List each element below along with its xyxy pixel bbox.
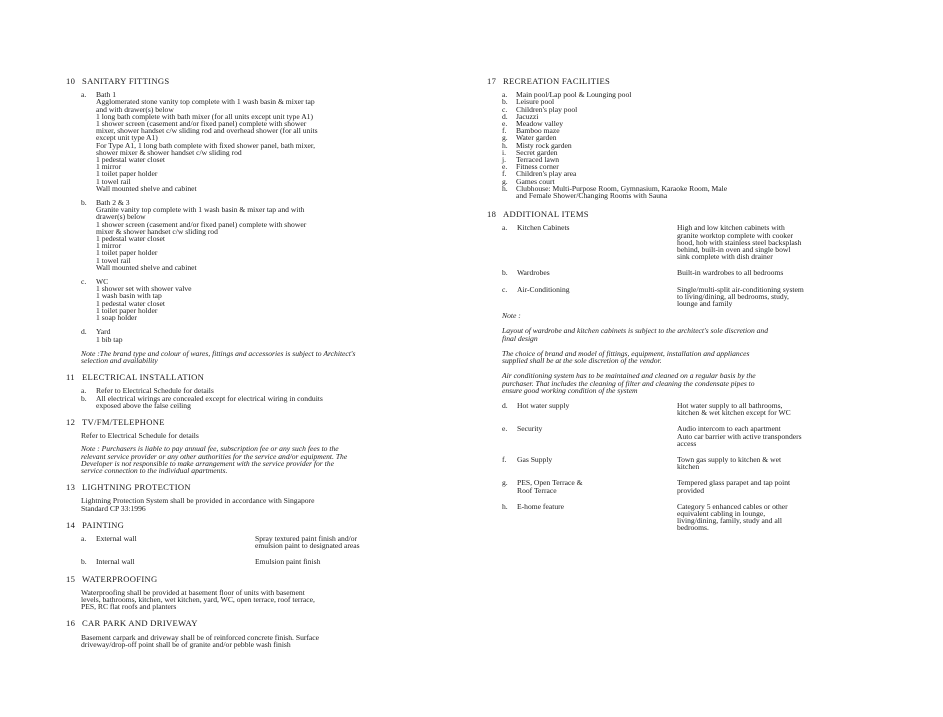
text-line: behind, built-in oven and single bowl bbox=[677, 245, 791, 255]
text-line: Air conditioning system has to be maintained and cleaned on a regular basis by the bbox=[502, 371, 756, 381]
text-line: provided bbox=[677, 485, 704, 495]
list-item-continued: and Female Shower/Changing Rooms with Sauna bbox=[516, 191, 668, 201]
text-line: For Type A1, 1 long bath complete with fixed shower panel, bath mixer, bbox=[96, 140, 315, 150]
text-line: Auto car barrier with active transponders bbox=[677, 431, 802, 441]
section-sanitary-fittings bbox=[66, 78, 466, 364]
text-line: High and low kitchen cabinets with bbox=[677, 223, 785, 233]
additional-row: a. Kitchen Cabinets High and low kitchen cabinets with granite worktop complete with cooker hood, hob with stainless steel backsplash behind, built-in oven and single bowl sink complete with dish drainer bbox=[502, 224, 867, 260]
additional-row: b. Wardrobes Built-in wardrobes to all bedrooms bbox=[502, 269, 867, 276]
right-column bbox=[487, 78, 867, 542]
section-title: 11 ELECTRICAL INSTALLATION bbox=[66, 372, 205, 383]
text-line: Note : Purchasers is liable to pay annual fee, subscription fee or any such fees to the bbox=[81, 444, 339, 454]
section-electrical bbox=[66, 374, 466, 409]
text-line: lounge and family bbox=[677, 299, 733, 309]
additional-row: e. Security Audio intercom to each apartment Auto car barrier with active transponders access bbox=[502, 425, 867, 447]
lightning-text bbox=[66, 497, 466, 511]
text-line: Developer is not responsible to make arrangement with the service provider for the bbox=[81, 458, 334, 468]
bath-2-3-lines bbox=[81, 206, 466, 271]
bath-1-lines bbox=[81, 98, 466, 192]
text-line: Standard CP 33:1996 bbox=[81, 503, 146, 513]
text-line: Single/multi-split air-conditioning system bbox=[677, 284, 804, 294]
additional-row: c. Air-Conditioning Single/multi-split air-conditioning system to living/dining, all bedrooms, study, lounge and family bbox=[502, 286, 867, 308]
section-title: 10 SANITARY FITTINGS bbox=[66, 76, 170, 86]
text-line: 1 towel rail bbox=[96, 255, 131, 265]
text-line: 1 toilet paper holder bbox=[96, 169, 158, 179]
text-line: living/dining, family, study and all bbox=[677, 516, 782, 526]
text-line: supplied shall be at the sole discretion of the vendor. bbox=[502, 356, 662, 366]
list-item: g. Water garden bbox=[502, 133, 557, 143]
section-recreation-facilities bbox=[487, 78, 867, 199]
text-line: Note :The brand type and colour of wares, fittings and accessories is subject to Architect's bbox=[81, 348, 356, 358]
text-line: The choice of brand and model of fittings, equipment, installation and appliances bbox=[502, 348, 750, 358]
section-title: 16 CAR PARK AND DRIVEWAY bbox=[66, 618, 198, 629]
text-line: 1 wash basin with tap bbox=[96, 291, 162, 301]
list-item: f. Bamboo maze bbox=[502, 126, 560, 136]
note-paragraph bbox=[502, 372, 867, 394]
text-line: Lightning Protection System shall be provided in accordance with Singapore bbox=[81, 496, 315, 506]
text-line: 1 pedestal water closet bbox=[96, 298, 165, 308]
text-line: 1 toilet paper holder bbox=[96, 248, 158, 258]
text-line: 1 shower set with shower valve bbox=[96, 284, 192, 294]
section-title: 12 TV/FM/TELEPHONE bbox=[66, 416, 165, 427]
text-line: granite worktop complete with cooker bbox=[677, 230, 793, 240]
list-item: b. Leisure pool bbox=[502, 97, 555, 107]
text-line: 1 mirror bbox=[96, 241, 122, 251]
section-title: 14 PAINTING bbox=[66, 519, 125, 530]
text-line: 1 towel rail bbox=[96, 176, 131, 186]
list-item: h. Clubhouse: Multi-Purpose Room, Gymnasium, Karaoke Room, Male bbox=[502, 183, 728, 193]
text-line: Granite vanity top complete with 1 wash basin & mixer tap and with bbox=[96, 205, 305, 215]
list-item: e. Fitness corner bbox=[502, 162, 559, 172]
note-paragraph bbox=[502, 350, 867, 364]
text-line: levels, bathrooms, kitchen, wet kitchen, yard, WC, open terrace, roof terrace, bbox=[81, 594, 315, 604]
bath-2-3: b. Bath 2 & 3 Granite vanity top complete with 1 wash basin & mixer tap and with drawer(s) below 1 shower screen (casement and/or fixed panel) complete with shower mixer & shower handset c/w sliding rod 1 pedestal water closet 1 mirror 1 toilet paper holder 1 towel rail Wall mounted shelve and cabinet bbox=[81, 199, 466, 271]
text-line: to living/dining, all bedrooms, study, bbox=[677, 291, 789, 301]
text-line: Refer to Electrical Schedule for details bbox=[96, 386, 214, 396]
text-line: ensure good working condition of the system bbox=[502, 385, 638, 395]
text-line: access bbox=[677, 438, 697, 448]
text-line: and with drawer(s) below bbox=[96, 104, 174, 114]
text-line: 1 toilet paper holder bbox=[96, 305, 158, 315]
text-line: Category 5 enhanced cables or other bbox=[677, 501, 788, 511]
painting-row: b. Internal wall Emulsion paint finish bbox=[81, 558, 466, 565]
text-line: 1 pedestal water closet bbox=[96, 234, 165, 244]
text-line: 1 shower screen (casement and/or fixed panel) complete with shower bbox=[96, 219, 307, 229]
section-tv-fm-telephone bbox=[66, 416, 466, 475]
text-line: drawer(s) below bbox=[96, 212, 146, 222]
additional-row: d. Hot water supply Hot water supply to all bathrooms, kitchen & wet kitchen except for WC bbox=[502, 402, 867, 416]
additional-row: g. PES, Open Terrace & Roof Terrace Tempered glass parapet and tap point provided bbox=[502, 479, 867, 493]
list-item: e. Meadow valley bbox=[502, 119, 564, 129]
list-item: c. Children's play pool bbox=[502, 104, 578, 114]
left-column bbox=[66, 78, 466, 658]
painting-row: a. External wall Spray textured paint finish and/or emulsion paint to designated areas bbox=[81, 535, 466, 549]
list-item: g. Games court bbox=[502, 176, 555, 186]
text-line: Town gas supply to kitchen & wet bbox=[677, 454, 782, 464]
section-title: 13 LIGHTNING PROTECTION bbox=[66, 482, 191, 493]
text-line: emulsion paint to designated areas bbox=[255, 541, 360, 551]
text-line: Emulsion paint finish bbox=[255, 557, 321, 567]
note-label: Note : bbox=[502, 311, 521, 321]
tv-text: Refer to Electrical Schedule for details bbox=[81, 431, 199, 441]
list-item: d. Jacuzzi bbox=[502, 111, 539, 121]
additional-row: h. E-home feature Category 5 enhanced cables or other equivalent cabling in lounge, living/dining, family, study and all bedrooms. bbox=[502, 503, 867, 532]
list-item: h. Misty rock garden bbox=[502, 140, 572, 150]
text-line: selection and availability bbox=[81, 355, 158, 365]
text-line: All electrical wirings are concealed except for electrical wiring in conduits bbox=[96, 393, 323, 403]
list-item: j. Terraced lawn bbox=[502, 155, 560, 165]
additional-row: f. Gas Supply Town gas supply to kitchen & wet kitchen bbox=[502, 456, 867, 470]
text-line: PES, RC flat roofs and planters bbox=[81, 602, 177, 612]
text-line: Spray textured paint finish and/or bbox=[255, 533, 358, 543]
yard-lines bbox=[81, 336, 466, 343]
text-line: shower mixer & shower handset c/w sliding rod bbox=[96, 147, 242, 157]
text-line: Wall mounted shelve and cabinet bbox=[96, 183, 197, 193]
text-line: kitchen bbox=[677, 462, 700, 472]
note-paragraph bbox=[502, 327, 867, 341]
text-line: 1 shower screen (casement and/or fixed panel) complete with shower bbox=[96, 119, 307, 129]
section-title: 18 ADDITIONAL ITEMS bbox=[487, 209, 589, 220]
section-car-park bbox=[66, 620, 466, 648]
text-line: Layout of wardrobe and kitchen cabinets is subject to the architect's sole discretion and bbox=[502, 326, 769, 336]
text-line: final design bbox=[502, 333, 538, 343]
sanitary-note bbox=[81, 350, 466, 364]
text-line: 1 bib tap bbox=[96, 334, 123, 344]
text-line: 1 pedestal water closet bbox=[96, 155, 165, 165]
text-line: sink complete with dish drainer bbox=[677, 252, 773, 262]
section-title: 15 WATERPROOFING bbox=[66, 573, 158, 584]
wc-lines bbox=[81, 285, 466, 321]
text-line: hood, hob with stainless steel backsplash bbox=[677, 237, 802, 247]
list-item: i. Secret garden bbox=[502, 147, 558, 157]
list-item: b. All electrical wirings are concealed except for electrical wiring in conduits exposed above the false ceiling bbox=[81, 395, 466, 409]
text-line: except unit type A1) bbox=[96, 133, 158, 143]
text-line: Hot water supply to all bathrooms, bbox=[677, 400, 783, 410]
text-line: service connection to the individual apartments. bbox=[81, 465, 228, 475]
text-line: driveway/drop-off point shall be of granite and/or pebble wash finish bbox=[81, 639, 291, 649]
text-line: Audio intercom to each apartment bbox=[677, 424, 781, 434]
text-line: exposed above the false ceiling bbox=[96, 400, 191, 410]
text-line: equivalent cabling in lounge, bbox=[677, 508, 766, 518]
waterproofing-text bbox=[66, 589, 466, 611]
text-line: Wall mounted shelve and cabinet bbox=[96, 262, 197, 272]
text-line: 1 soap holder bbox=[96, 313, 137, 323]
section-lightning-protection bbox=[66, 484, 466, 512]
text-line: Waterproofing shall be provided at basement floor of units with basement bbox=[81, 587, 305, 597]
section-additional-items bbox=[487, 211, 867, 531]
section-painting bbox=[66, 519, 466, 567]
list-item: f. Children's play area bbox=[502, 169, 577, 179]
text-line: mixer, shower handset c/w sliding rod and overhead shower (for all units bbox=[96, 126, 318, 136]
text-line: Tempered glass parapet and tap point bbox=[677, 478, 791, 488]
text-line: Basement carpark and driveway shall be of reinforced concrete finish. Surface bbox=[81, 632, 320, 642]
text-line: mixer & shower handset c/w sliding rod bbox=[96, 226, 218, 236]
wc: c. WC 1 shower set with shower valve 1 wash basin with tap 1 pedestal water closet 1 toilet paper holder 1 soap holder bbox=[81, 278, 466, 321]
yard: d. Yard 1 bib tap bbox=[81, 328, 466, 342]
tv-note bbox=[81, 445, 466, 474]
list-item: a. Refer to Electrical Schedule for details bbox=[81, 387, 466, 394]
text-line: 1 long bath complete with bath mixer (for all units except unit type A1) bbox=[96, 111, 314, 121]
section-waterproofing bbox=[66, 573, 466, 612]
text-line: relevant service provider or any other authorities for the service and/or equipment. The bbox=[81, 451, 348, 461]
section-title: 17 RECREATION FACILITIES bbox=[487, 76, 611, 86]
text-line: kitchen & wet kitchen except for WC bbox=[677, 408, 791, 418]
facilities-list bbox=[487, 91, 867, 199]
text-line: 1 mirror bbox=[96, 162, 122, 172]
car-park-text bbox=[66, 634, 466, 648]
bath-1: a. Bath 1 Agglomerated stone vanity top complete with 1 wash basin & mixer tap and with drawer(s) below 1 long bath complete with bath mixer (for all units except unit type A1) 1 shower screen (casement and/or fixed panel) complete with shower mixer, shower handset c/w sliding rod and overhead shower (for all units except unit type A1) For Type A1, 1 long bath complete with fixed shower panel, bath mixer, shower mixer & shower handset c/w sliding rod 1 pedestal water closet 1 mirror 1 toilet paper holder 1 towel rail Wall mounted shelve and cabinet bbox=[81, 91, 466, 192]
text-line: bedrooms. bbox=[677, 523, 709, 533]
text-line: purchaser. That includes the cleaning of filter and cleaning the condensate pipes to bbox=[502, 378, 755, 388]
list-item: a. Main pool/Lap pool & Lounging pool bbox=[502, 90, 632, 100]
text-line: Agglomerated stone vanity top complete with 1 wash basin & mixer tap bbox=[96, 97, 315, 107]
text-line: Built-in wardrobes to all bedrooms bbox=[677, 268, 784, 278]
